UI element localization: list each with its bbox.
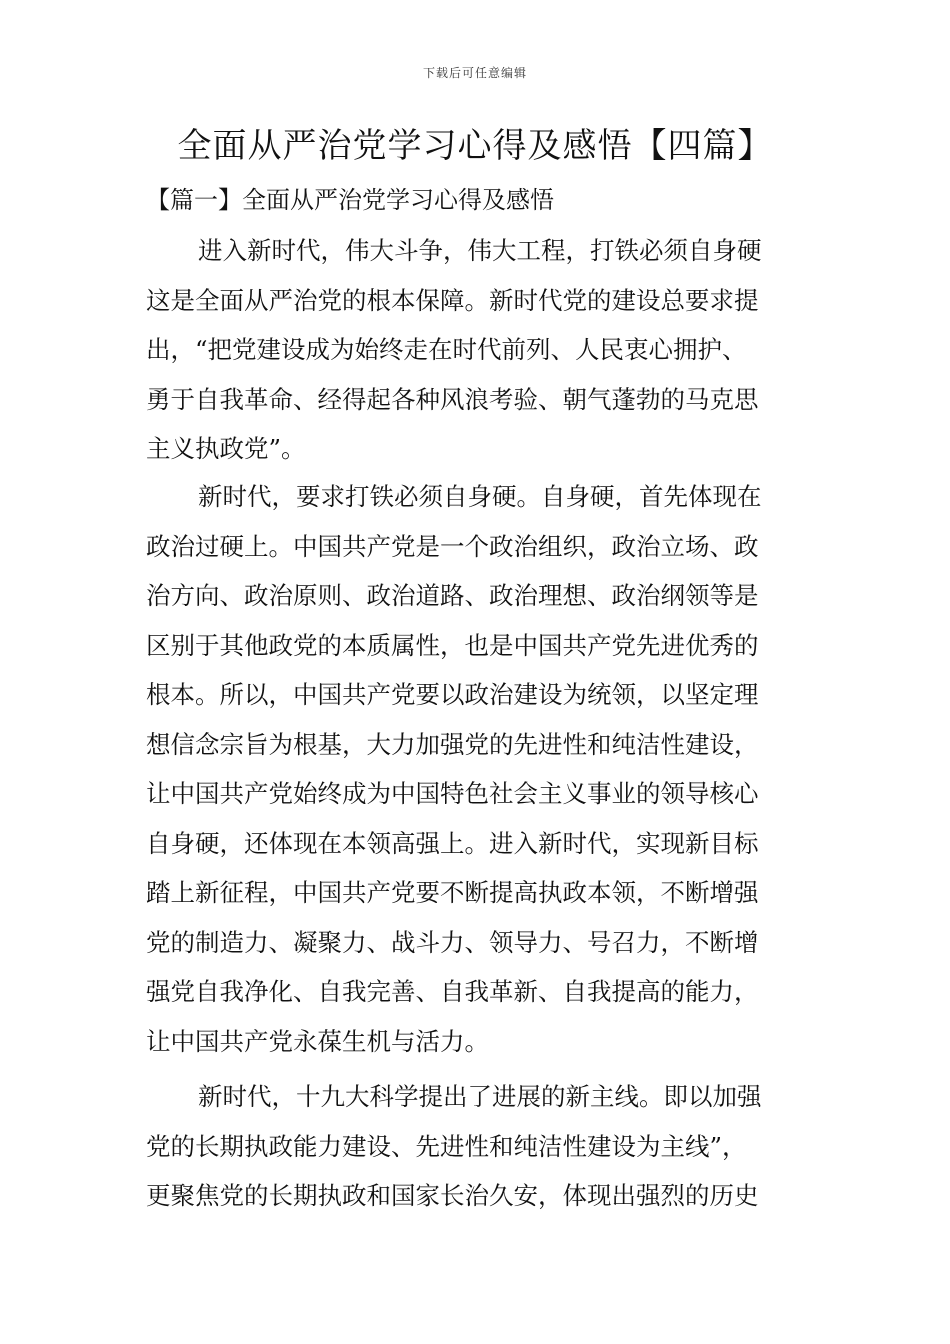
text-line: 更聚焦党的长期执政和国家长治久安，体现出强烈的历史 xyxy=(146,1181,759,1210)
paragraph-3 xyxy=(146,1072,810,1221)
text-line: 区别于其他政党的本质属性，也是中国共产党先进优秀的 xyxy=(146,630,759,660)
text-line: 新时代，十九大科学提出了进展的新主线。即以加强 xyxy=(198,1082,762,1111)
text-line: 想信念宗旨为根基，大力加强党的先进性和纯洁性建设， xyxy=(146,729,759,759)
text-line: 强党自我净化、自我完善、自我革新、自我提高的能力， xyxy=(146,977,759,1006)
text-line: 新时代，要求打铁必须自身硬。自身硬，首先体现在 xyxy=(198,482,762,511)
text-line: 治方向、政治原则、政治道路、政治理想、政治纲领等是 xyxy=(146,581,759,610)
text-line: 勇于自我革命、经得起各种风浪考验、朝气蓬勃的马克思 xyxy=(146,384,759,414)
text-line: 这是全面从严治党的根本保障。新时代党的建设总要求提 xyxy=(146,285,759,315)
text-line: 踏上新征程，中国共产党要不断提高执政本领，不断增强 xyxy=(146,878,759,907)
paragraph-2 xyxy=(146,472,810,1066)
paragraph-1 xyxy=(146,226,810,474)
text-line: 党的长期执政能力建设、先进性和纯洁性建设为主线”， xyxy=(146,1131,747,1161)
text-line: 根本。所以，中国共产党要以政治建设为统领，以坚定理 xyxy=(146,680,759,709)
text-line: 让中国共产党始终成为中国特色社会主义事业的领导核心 xyxy=(146,779,759,808)
header-note: 下载后可任意编辑 xyxy=(422,66,527,80)
text-line: 主义执政党”。 xyxy=(146,434,306,463)
text-line: 进入新时代，伟大斗争，伟大工程，打铁必须自身硬 xyxy=(198,236,762,265)
text-line: 政治过硬上。中国共产党是一个政治组织，政治立场、政 xyxy=(146,531,759,561)
text-line: 自身硬，还体现在本领高强上。进入新时代，实现新目标 xyxy=(146,828,759,858)
text-line: 党的制造力、凝聚力、战斗力、领导力、号召力，不断增 xyxy=(146,927,759,957)
text-line: 让中国共产党永葆生机与活力。 xyxy=(146,1026,489,1056)
text-line: 出，“把党建设成为始终走在时代前列、人民衷心拥护、 xyxy=(146,335,747,364)
section-heading: 【篇一】全面从严治党学习心得及感悟 xyxy=(146,186,554,214)
document-title: 全面从严治党学习心得及感悟【四篇】 xyxy=(177,126,773,166)
